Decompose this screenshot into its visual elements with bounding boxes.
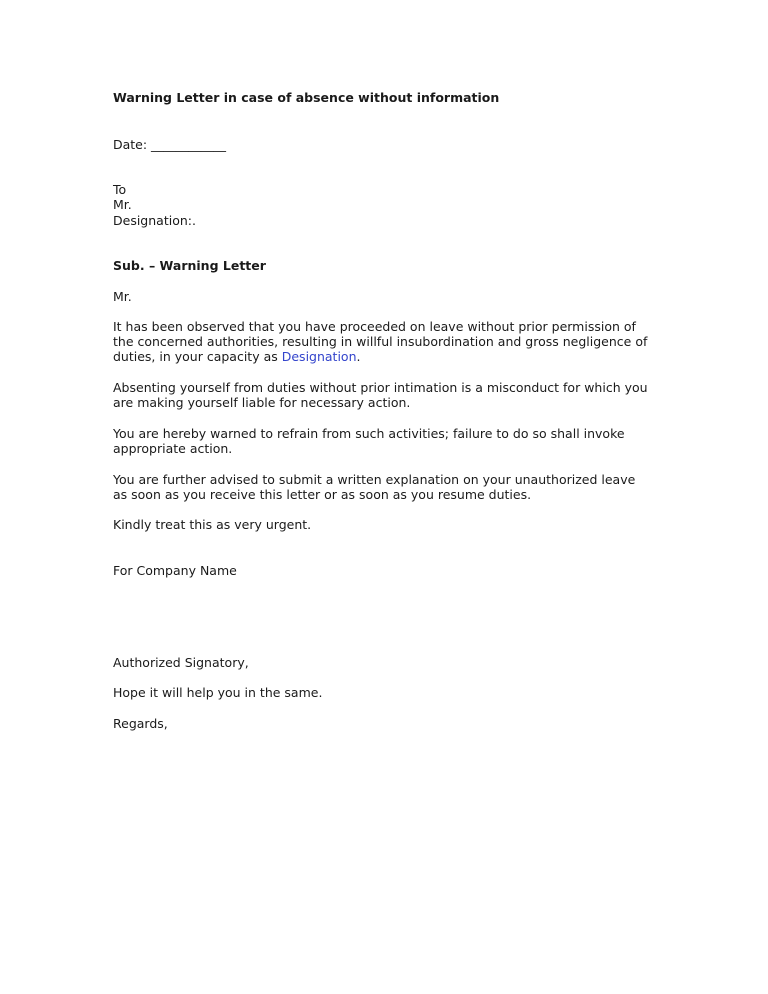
paragraph-4-line-2: as soon as you receive this letter or as soon as you resume duties. <box>113 487 532 502</box>
paragraph-1-line-2: the concerned authorities, resulting in willful insubordination and gross negligence of <box>113 334 648 349</box>
designation-link[interactable]: Designation <box>281 349 357 364</box>
authorized-signatory: Authorized Signatory, <box>113 655 249 670</box>
paragraph-3-line-1: You are hereby warned to refrain from such activities; failure to do so shall invoke <box>113 426 625 441</box>
recipient-to: To <box>113 182 127 197</box>
paragraph-3-line-2: appropriate action. <box>113 441 233 456</box>
paragraph-1-line-1: It has been observed that you have proceeded on leave without prior permission of <box>113 319 636 334</box>
for-company: For Company Name <box>113 563 237 578</box>
closing-note: Hope it will help you in the same. <box>113 685 323 700</box>
letter-title: Warning Letter in case of absence without information <box>113 90 500 105</box>
paragraph-1-line-3-suffix: . <box>356 349 361 364</box>
recipient-designation: Designation:. <box>113 213 196 228</box>
paragraph-2-line-1: Absenting yourself from duties without prior intimation is a misconduct for which you <box>113 380 648 395</box>
salutation: Mr. <box>113 289 132 304</box>
paragraph-2 <box>113 380 673 410</box>
paragraph-1 <box>113 319 673 364</box>
paragraph-4-line-1: You are further advised to submit a written explanation on your unauthorized leave <box>113 472 636 487</box>
regards: Regards, <box>113 716 168 731</box>
date-line: Date: ____________ <box>113 137 227 152</box>
paragraph-2-line-2: are making yourself liable for necessary action. <box>113 395 411 410</box>
paragraph-1-line-3-prefix: duties, in your capacity as <box>113 349 282 364</box>
recipient-name: Mr. <box>113 197 132 212</box>
subject-line: Sub. – Warning Letter <box>113 258 266 273</box>
paragraph-4 <box>113 472 673 502</box>
paragraph-3 <box>113 426 673 456</box>
paragraph-5: Kindly treat this as very urgent. <box>113 517 312 532</box>
paragraph-1-line-3 <box>113 349 673 364</box>
